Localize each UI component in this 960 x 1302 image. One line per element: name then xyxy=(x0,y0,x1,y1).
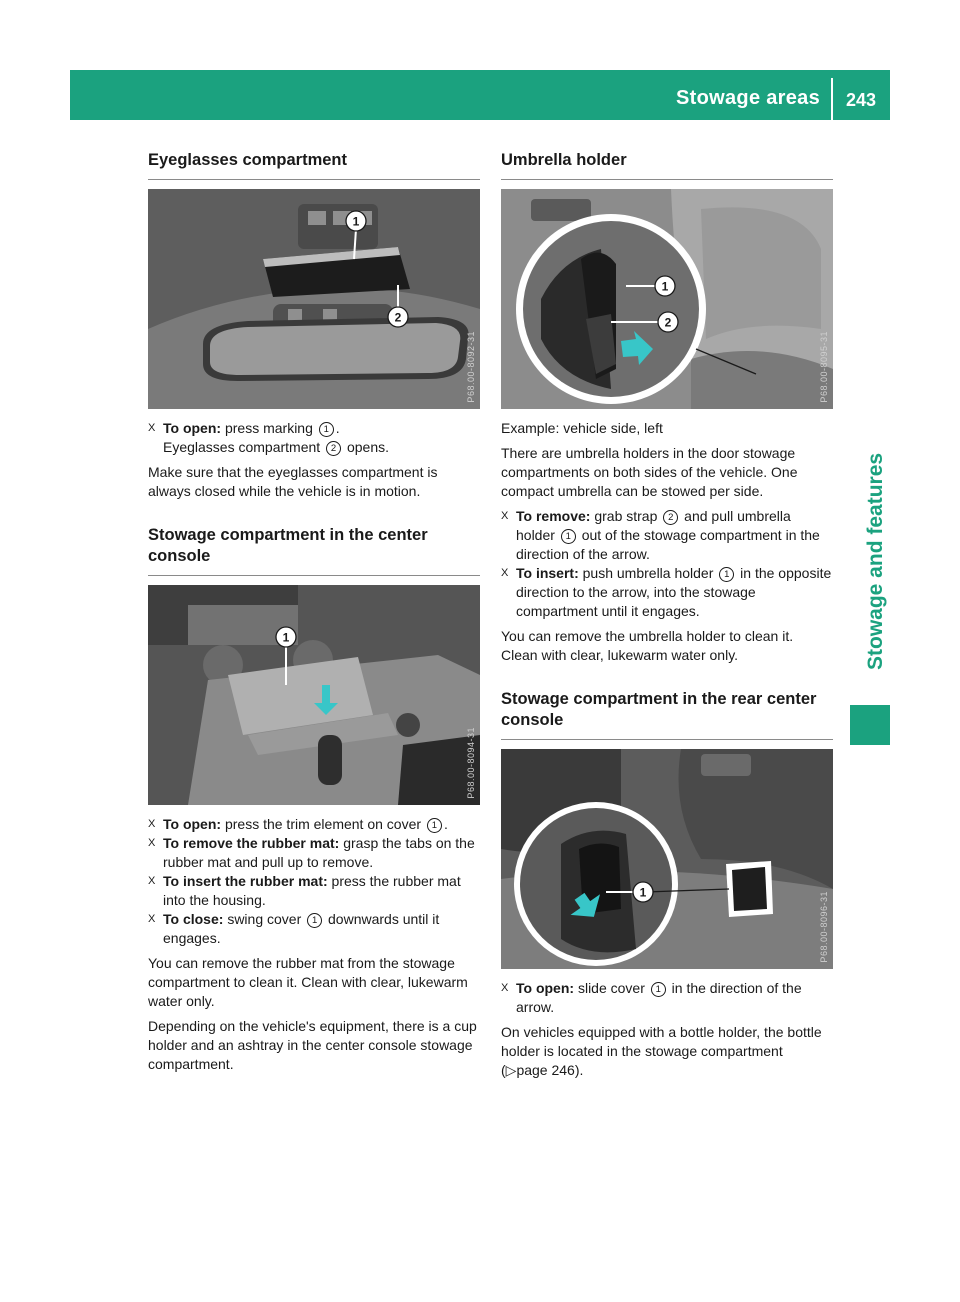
right-column xyxy=(501,150,833,1080)
eyeglasses-heading: Eyeglasses compartment xyxy=(148,150,480,180)
step-arrow-icon: X xyxy=(148,422,156,434)
center-console-illustration xyxy=(148,585,480,805)
center-console-figure xyxy=(148,585,480,805)
page-ref-arrow-icon: ▷ xyxy=(505,1062,517,1078)
callout-ref-1: 1 xyxy=(561,529,576,544)
rear-console-heading: Stowage compartment in the rear center console xyxy=(501,689,833,740)
paragraph: Depending on the vehicle's equipment, there is a cup holder and an ashtray in the center console stowage compartment. xyxy=(148,1018,477,1072)
step-arrow-icon: X xyxy=(501,982,509,994)
step-arrow-icon: X xyxy=(148,875,156,887)
paragraph: There are umbrella holders in the door stowage compartments on both sides of the vehicle. One compact umbrella can be stowed per side. xyxy=(501,445,798,499)
figure-caption: Example: vehicle side, left xyxy=(501,420,663,436)
callout-2: 2 xyxy=(394,310,402,325)
callout-ref-1: 1 xyxy=(427,818,442,833)
callout-2: 2 xyxy=(664,315,672,330)
instruction-step: X To open: press marking 1 . Eyeglasses compartment 2 opens. xyxy=(148,420,390,455)
instruction-step: X To remove the rubber mat: grasp the tabs on the rubber mat and pull up to remove. xyxy=(148,835,475,870)
callout-ref-1: 1 xyxy=(651,982,666,997)
page-number: 243 xyxy=(845,90,877,110)
figure-code: P68.00-8095-31 xyxy=(819,331,829,403)
callout-1: 1 xyxy=(661,279,669,294)
paragraph: On vehicles equipped with a bottle holder, the bottle holder is located in the stowage compartment (▷page 246). xyxy=(501,1024,822,1078)
figure-code: P68.00-8092-31 xyxy=(466,331,476,403)
instruction-step: X To open: press the trim element on cover 1 . xyxy=(148,816,448,832)
step-arrow-icon: X xyxy=(148,837,156,849)
callout-ref-1: 1 xyxy=(319,422,334,437)
instruction-step: X To remove: grab strap 2 and pull umbrella holder 1 out of the stowage compartment in the direction of the arrow. xyxy=(501,508,820,562)
callout-ref-2: 2 xyxy=(326,441,341,456)
callout-1: 1 xyxy=(352,214,360,229)
left-column xyxy=(148,150,480,1074)
callout-1: 1 xyxy=(639,885,647,900)
instruction-step: X To insert: push umbrella holder 1 in the opposite direction to the arrow, into the stowage compartment until it engages. xyxy=(501,565,832,619)
chapter-tab xyxy=(850,370,890,670)
umbrella-heading: Umbrella holder xyxy=(501,150,833,180)
header-divider xyxy=(831,78,833,120)
eyeglasses-figure xyxy=(148,189,480,409)
rear-console-figure xyxy=(501,749,833,969)
step-arrow-icon: X xyxy=(148,818,156,830)
step-arrow-icon: X xyxy=(501,510,509,522)
chapter-tab-label: Stowage and features xyxy=(864,452,887,670)
section-title: Stowage areas xyxy=(676,87,820,109)
instruction-step: X To insert the rubber mat: press the rubber mat into the housing. xyxy=(148,873,461,908)
paragraph: You can remove the rubber mat from the stowage compartment to clean it. Clean with clear, lukewarm water only. xyxy=(148,955,468,1009)
callout-ref-1: 1 xyxy=(719,567,734,582)
figure-code: P68.00-8096-31 xyxy=(819,891,829,963)
paragraph: Make sure that the eyeglasses compartment is always closed while the vehicle is in motion. xyxy=(148,464,438,499)
rear-console-illustration xyxy=(501,749,833,969)
step-arrow-icon: X xyxy=(148,913,156,925)
figure-code: P68.00-8094-31 xyxy=(466,727,476,799)
eyeglasses-illustration xyxy=(148,189,480,409)
paragraph: You can remove the umbrella holder to clean it. Clean with clear, lukewarm water only. xyxy=(501,628,794,663)
umbrella-figure xyxy=(501,189,833,409)
instruction-step: X To close: swing cover 1 downwards until it engages. xyxy=(148,911,440,946)
page-reference-link[interactable]: page 246 xyxy=(516,1062,575,1078)
step-arrow-icon: X xyxy=(501,567,509,579)
callout-ref-1: 1 xyxy=(307,913,322,928)
callout-1: 1 xyxy=(282,630,290,645)
instruction-step: X To open: slide cover 1 in the direction of the arrow. xyxy=(501,980,802,1015)
chapter-marker-block xyxy=(850,705,890,745)
callout-ref-2: 2 xyxy=(663,510,678,525)
page-header xyxy=(70,70,890,120)
umbrella-illustration xyxy=(501,189,833,409)
center-console-heading: Stowage compartment in the center console xyxy=(148,525,480,576)
